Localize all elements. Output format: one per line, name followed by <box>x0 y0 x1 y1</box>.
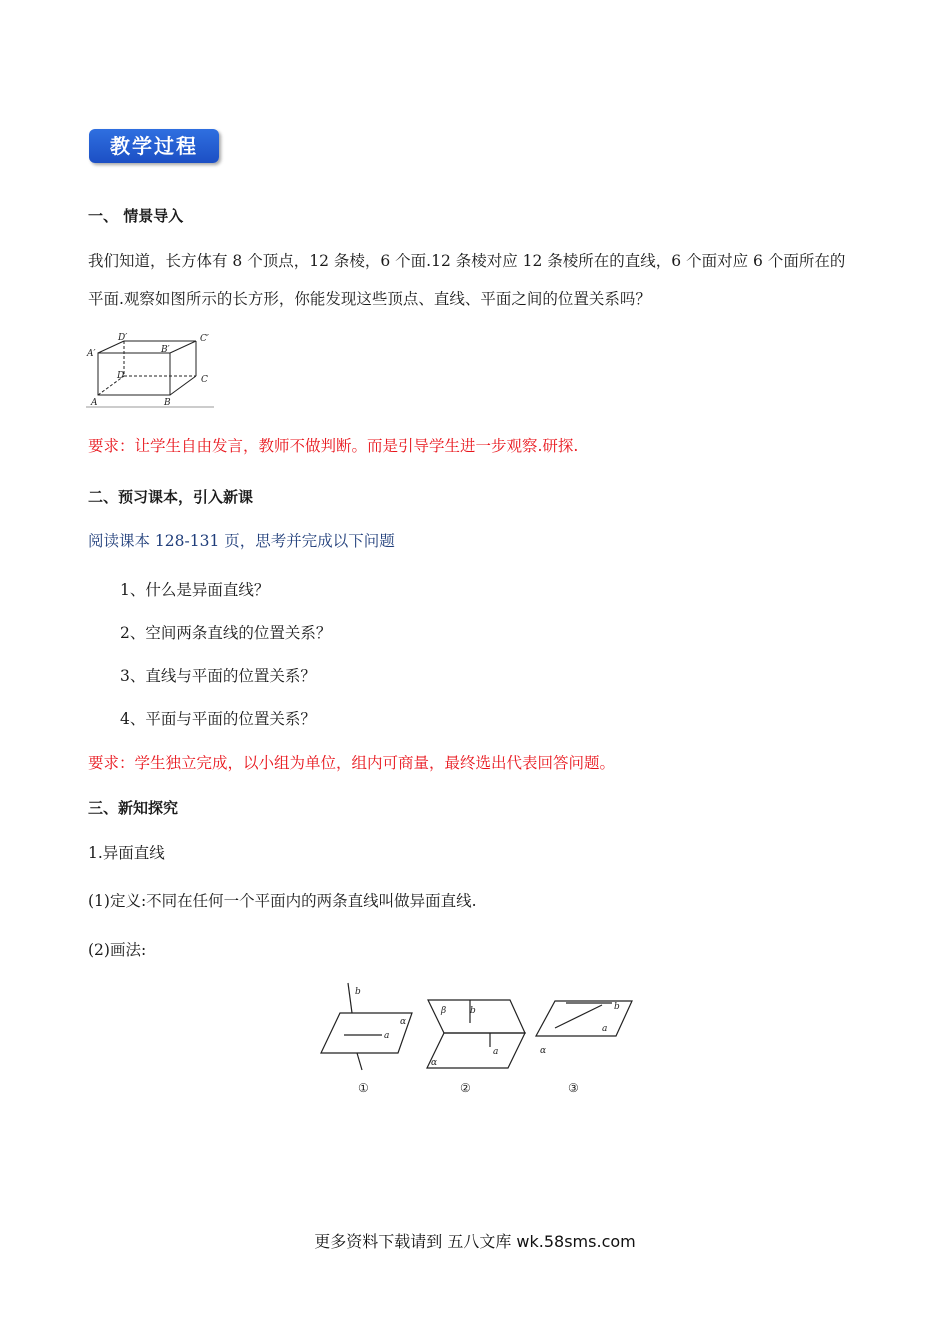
fig3-label-alpha: α <box>540 1046 547 1056</box>
fig1-label-b: b <box>355 987 361 997</box>
fig2-label-alpha: α <box>431 1058 438 1068</box>
fig1-label-alpha: α <box>400 1017 407 1027</box>
reading-instruction: 阅读课本 128-131 页，思考并完成以下问题 <box>88 532 395 550</box>
label-a: A <box>91 398 98 408</box>
requirement-note-2: 要求：学生独立完成，以小组为单位，组内可商量，最终选出代表回答问题。 <box>88 754 616 772</box>
cuboid-figure <box>84 330 219 412</box>
label-d-prime: D′ <box>118 333 128 343</box>
fig1-label-a: a <box>384 1031 390 1041</box>
label-b: B <box>164 398 171 408</box>
question-item: 3、直线与平面的位置关系？ <box>120 667 316 685</box>
skew-lines-figure <box>310 980 645 1098</box>
figure-caption-1: ① <box>358 1081 369 1095</box>
definition-text: (1)定义:不同在任何一个平面内的两条直线叫做异面直线. <box>88 892 477 910</box>
label-a-prime: A′ <box>87 349 96 359</box>
fig3-label-b: b <box>614 1002 620 1012</box>
figure-caption-2: ② <box>460 1081 471 1095</box>
section-heading-preview: 二、预习课本，引入新课 <box>88 488 254 506</box>
question-item: 4、平面与平面的位置关系？ <box>120 710 316 728</box>
label-d: D <box>117 371 125 381</box>
label-c-prime: C′ <box>200 334 209 344</box>
question-item: 2、空间两条直线的位置关系？ <box>120 624 332 642</box>
footer-download-link[interactable]: 更多资料下载请到 五八文库 wk.58sms.com <box>314 1232 636 1251</box>
section-heading-explore: 三、新知探究 <box>88 799 179 817</box>
subsection-title: 1.异面直线 <box>88 844 165 862</box>
figure-caption-3: ③ <box>568 1081 579 1095</box>
section-heading-intro: 一、 情景导入 <box>88 207 184 225</box>
fig2-label-b: b <box>470 1006 476 1016</box>
intro-paragraph-line1: 我们知道，长方体有 8 个顶点，12 条棱，6 个面.12 条棱对应 12 条棱所在的直线，6 个面对应 6 个面所在的 <box>88 252 846 270</box>
label-b-prime: B′ <box>161 345 170 355</box>
fig2-label-a: a <box>493 1047 499 1057</box>
label-c: C <box>201 375 208 385</box>
section-banner: 教学过程 <box>89 129 219 163</box>
fig3-label-a: a <box>602 1024 608 1034</box>
question-item: 1、什么是异面直线？ <box>120 581 270 599</box>
fig2-label-beta: β <box>441 1006 447 1016</box>
requirement-note-1: 要求：让学生自由发言，教师不做判断。而是引导学生进一步观察.研探. <box>88 437 579 455</box>
intro-paragraph-line2: 平面.观察如图所示的长方形，你能发现这些顶点、直线、平面之间的位置关系吗？ <box>88 290 651 308</box>
drawing-method-label: (2)画法: <box>88 941 147 959</box>
